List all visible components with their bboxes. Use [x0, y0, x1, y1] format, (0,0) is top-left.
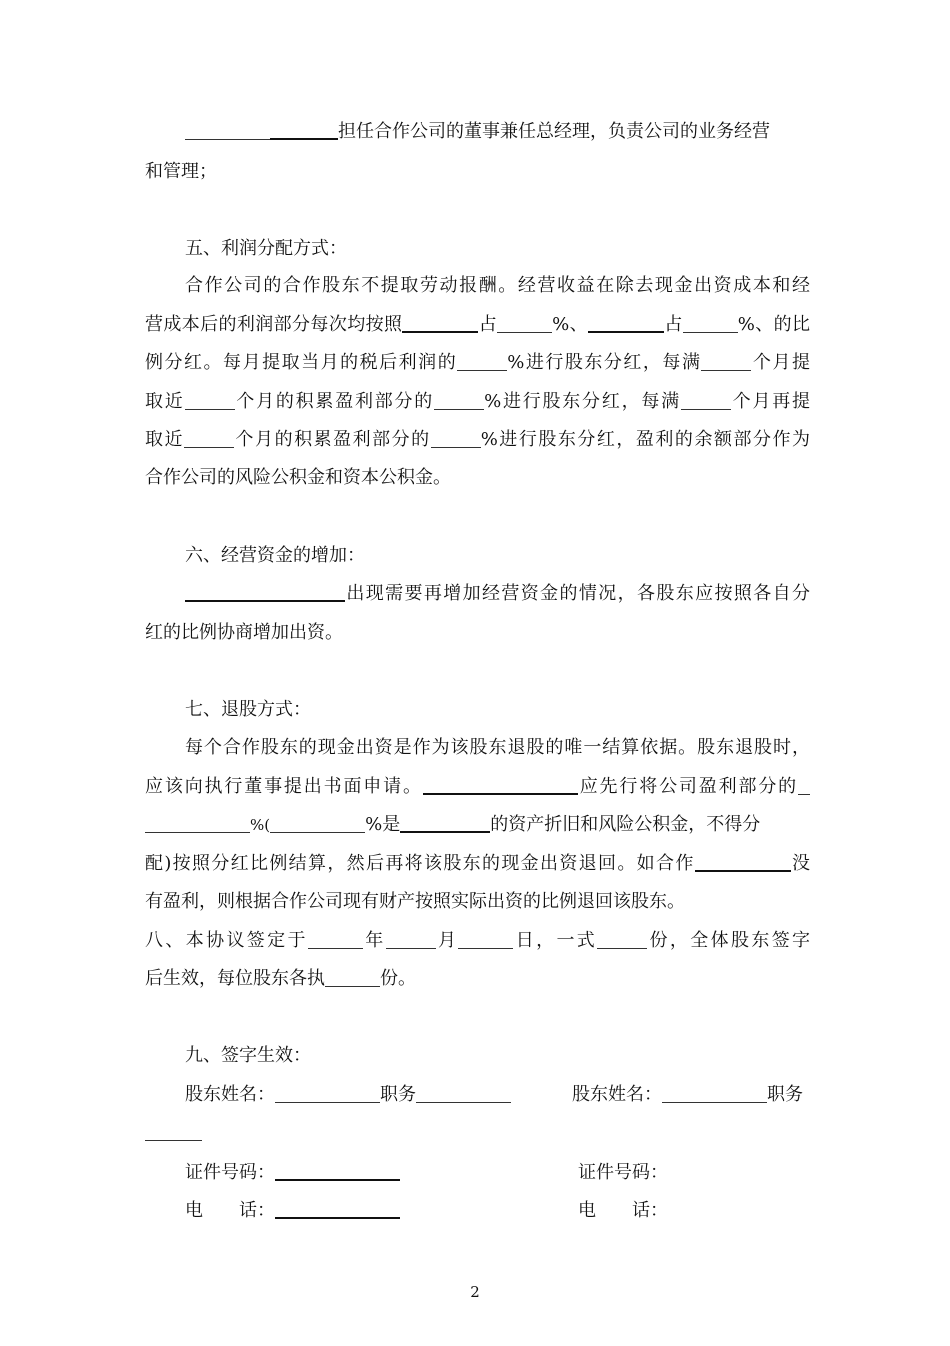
text: 个月的积累盈利部分的 — [234, 391, 435, 412]
text: 占 — [663, 314, 683, 335]
blank — [270, 812, 365, 830]
text: 股东姓名： — [185, 1084, 275, 1105]
text: 职务 — [380, 1084, 416, 1105]
blank — [400, 812, 490, 830]
blank — [275, 1160, 400, 1178]
shareholder-1-name-row — [185, 1082, 525, 1108]
text: %、 — [552, 314, 588, 335]
blank — [431, 427, 481, 445]
profit-line-6: 合作公司的风险公积金和资本公积金。 — [145, 467, 451, 488]
blank — [275, 1082, 380, 1100]
text: %进行股东分红，盈利的余额部分作为 — [480, 429, 811, 450]
profit-line-4 — [145, 389, 810, 415]
text: 的资产折旧和风险公积金，不得分 — [490, 814, 761, 835]
blank — [434, 389, 484, 407]
text: 营成本后的利润部分每次均按照 — [145, 314, 403, 335]
text: 个月再提 — [730, 391, 811, 412]
blank — [681, 389, 731, 407]
blank — [275, 1198, 400, 1216]
text: 电 话： — [185, 1200, 275, 1221]
text: 个月提 — [751, 352, 811, 373]
shareholder-1-phone-row — [185, 1198, 525, 1224]
blank — [695, 851, 791, 869]
text: %( — [250, 816, 271, 834]
shareholder-2-name-row — [572, 1082, 812, 1108]
text: 个月的积累盈利部分的 — [234, 429, 431, 450]
blank — [185, 581, 345, 599]
blank — [325, 966, 380, 984]
text: 没 — [790, 853, 810, 874]
blank — [416, 1082, 511, 1100]
blank — [588, 312, 664, 330]
blank — [423, 774, 578, 792]
page-number: 2 — [470, 1283, 480, 1301]
shareholder-2-id-row: 证件号码： — [578, 1162, 668, 1183]
signing-line-2 — [145, 966, 810, 992]
text: 后生效，每位股东各执 — [145, 968, 325, 989]
blank — [497, 312, 552, 330]
capital-line-2: 红的比例协商增加出资。 — [145, 622, 343, 643]
text: 股东姓名： — [572, 1084, 662, 1105]
blank — [457, 350, 507, 368]
manager-text: 担任合作公司的董事兼任总经理，负责公司的业务经营 — [338, 121, 770, 142]
section-7-heading: 七、退股方式： — [185, 699, 311, 720]
blank — [402, 312, 478, 330]
blank — [270, 119, 338, 137]
text: 例分红。每月提取当月的税后利润的 — [145, 352, 458, 373]
text: 应先行将公司盈利部分的 — [577, 776, 799, 797]
text: %进行股东分红，每满 — [507, 352, 702, 373]
text: 应该向执行董事提出书面申请。 — [145, 776, 423, 797]
text: 取近 — [145, 429, 185, 450]
blank — [184, 427, 234, 445]
blank — [662, 1082, 767, 1100]
withdraw-line-3 — [145, 812, 810, 838]
blank — [185, 119, 270, 137]
section-6-heading: 六、经营资金的增加： — [185, 545, 365, 566]
section-9-heading: 九、签字生效： — [185, 1045, 311, 1066]
text: 份，全体股东签字 — [647, 930, 811, 951]
text: 证件号码： — [185, 1162, 275, 1183]
blank — [701, 350, 751, 368]
text: %进行股东分红，每满 — [484, 391, 681, 412]
signing-line-1 — [145, 928, 810, 954]
blank — [798, 774, 810, 792]
blank — [683, 312, 738, 330]
shareholder-2-phone-row: 电 话： — [578, 1200, 668, 1221]
text: 职务 — [767, 1084, 803, 1105]
blank — [386, 928, 436, 946]
blank — [145, 1120, 202, 1138]
blank — [145, 812, 250, 830]
text: 取近 — [145, 391, 185, 412]
text: 八、本协议签定于 — [145, 930, 308, 951]
manager-line-2: 和管理； — [145, 161, 217, 182]
text: 月 — [435, 930, 459, 951]
text: 配)按照分红比例结算，然后再将该股东的现金出资退回。如合作 — [145, 853, 695, 874]
profit-line-1: 合作公司的合作股东不提取劳动报酬。经营收益在除去现金出资成本和经 — [185, 275, 810, 296]
withdraw-line-5: 有盈利，则根据合作公司现有财产按照实际出资的比例退回该股东。 — [145, 891, 685, 912]
profit-line-5 — [145, 427, 810, 453]
text: %是 — [365, 814, 401, 835]
shareholder-1-id-row — [185, 1160, 525, 1186]
text: %、的比 — [737, 314, 810, 335]
text: 份。 — [380, 968, 416, 989]
blank — [458, 928, 513, 946]
text: 占 — [478, 314, 498, 335]
blank — [185, 389, 235, 407]
blank — [308, 928, 363, 946]
withdraw-line-1: 每个合作股东的现金出资是作为该股东退股的唯一结算依据。股东退股时， — [185, 737, 810, 758]
withdraw-line-2 — [145, 774, 810, 800]
withdraw-line-4 — [145, 851, 810, 877]
profit-line-3 — [145, 350, 810, 376]
text: 出现需要再增加经营资金的情况，各股东应按照各自分 — [345, 583, 810, 604]
text: 日，一式 — [513, 930, 598, 951]
section-5-heading: 五、利润分配方式： — [185, 238, 347, 259]
text: 年 — [362, 930, 386, 951]
manager-line-1 — [185, 119, 810, 145]
blank — [597, 928, 647, 946]
shareholder-2-position-continuation — [145, 1120, 205, 1146]
profit-line-2 — [145, 312, 810, 338]
capital-line-1 — [185, 581, 810, 607]
